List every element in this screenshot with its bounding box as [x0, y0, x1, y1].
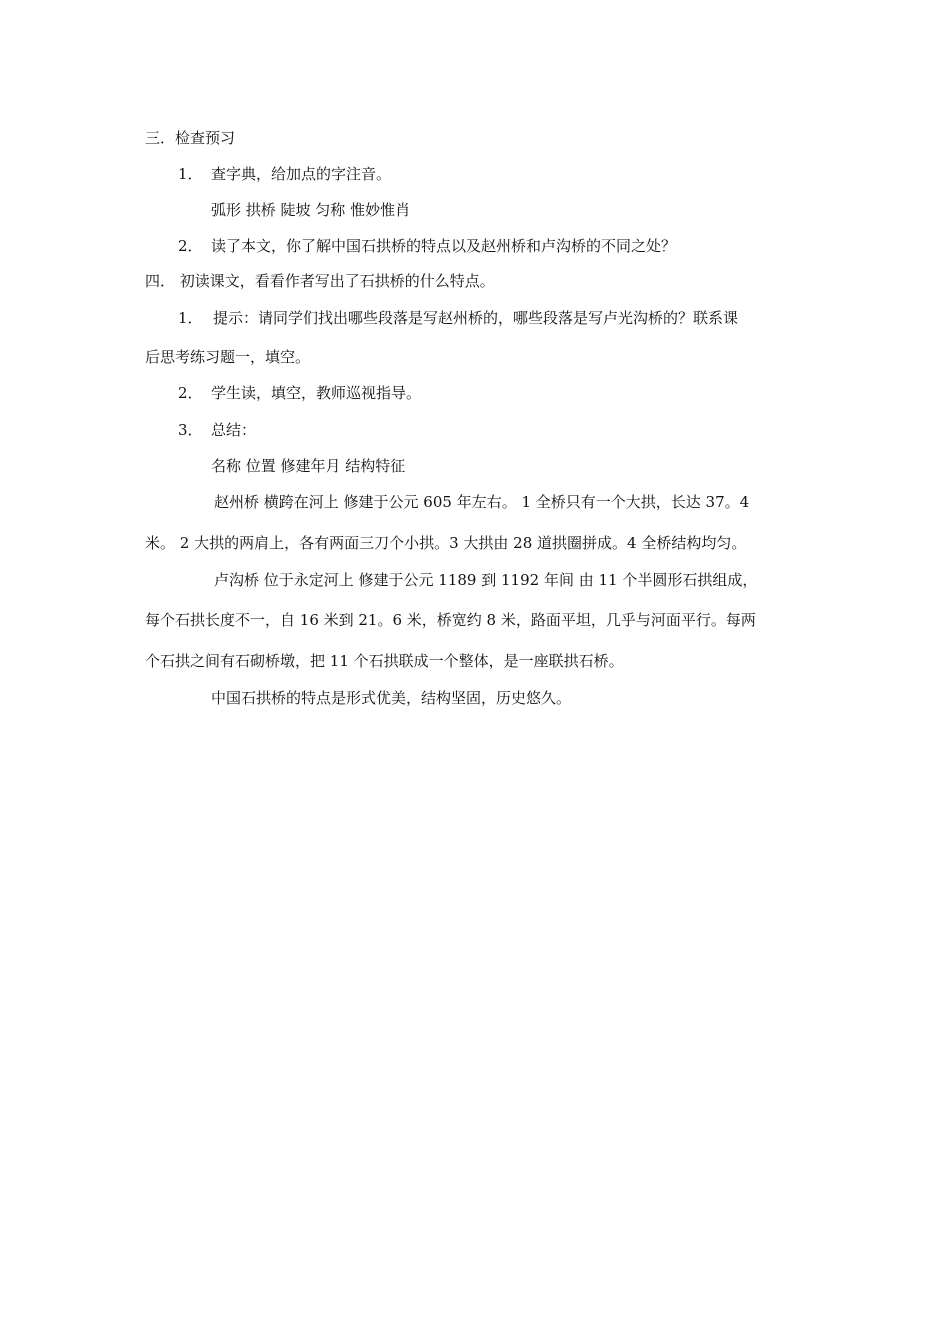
- item-text: 提示：请同学们找出哪些段落是写赵州桥的，哪些段落是写卢光沟桥的？联系课: [213, 309, 739, 327]
- section-4-item-1-continued: 后思考练习题一，填空。: [145, 348, 311, 366]
- section-3-heading: 三．检查预习: [145, 129, 236, 147]
- section-4-item-2: [178, 383, 421, 403]
- section-3-item-2: [178, 236, 676, 256]
- item-number: 3．: [178, 421, 203, 439]
- vocabulary-words: 弧形 拱桥 陡坡 匀称 惟妙惟肖: [211, 201, 411, 219]
- item-text: 读了本文，你了解中国石拱桥的特点以及赵州桥和卢沟桥的不同之处？: [211, 237, 677, 255]
- item-text: 总结：: [211, 421, 257, 439]
- item-number: 2．: [178, 384, 203, 402]
- section-4-heading: 四． 初读课文，看看作者写出了石拱桥的什么特点。: [145, 272, 495, 290]
- item-text: 学生读，填空，教师巡视指导。: [211, 384, 422, 402]
- lugou-bridge-line-1: 卢沟桥 位于永定河上 修建于公元 1189 到 1192 年间 由 11 个半圆形石拱组成，: [214, 571, 758, 589]
- lugou-bridge-line-2: 每个石拱长度不一，自 16 米到 21。6 米，桥宽约 8 米，路面平坦，几乎与河面平行。每两: [145, 611, 756, 629]
- section-4-item-1: [178, 308, 738, 328]
- item-number: 1．: [178, 309, 203, 327]
- lugou-bridge-line-3: 个石拱之间有石砌桥墩，把 11 个石拱联成一个整体，是一座联拱石桥。: [145, 652, 624, 670]
- item-number: 1．: [178, 165, 203, 183]
- zhaozhou-bridge-line-2: 米。 2 大拱的两肩上，各有两面三刀个小拱。3 大拱由 28 道拱圈拼成。4 全桥结构均匀。: [145, 534, 747, 552]
- item-text: 查字典，给加点的字注音。: [211, 165, 392, 183]
- section-3-item-1: [178, 164, 391, 184]
- summary-table-header: 名称 位置 修建年月 结构特征: [211, 457, 406, 475]
- item-number: 2．: [178, 237, 203, 255]
- zhaozhou-bridge-line-1: 赵州桥 横跨在河上 修建于公元 605 年左右。 1 全桥只有一个大拱，长达 37。4: [214, 493, 750, 511]
- conclusion-text: 中国石拱桥的特点是形式优美，结构坚固，历史悠久。: [211, 689, 572, 707]
- section-4-item-3: [178, 420, 256, 440]
